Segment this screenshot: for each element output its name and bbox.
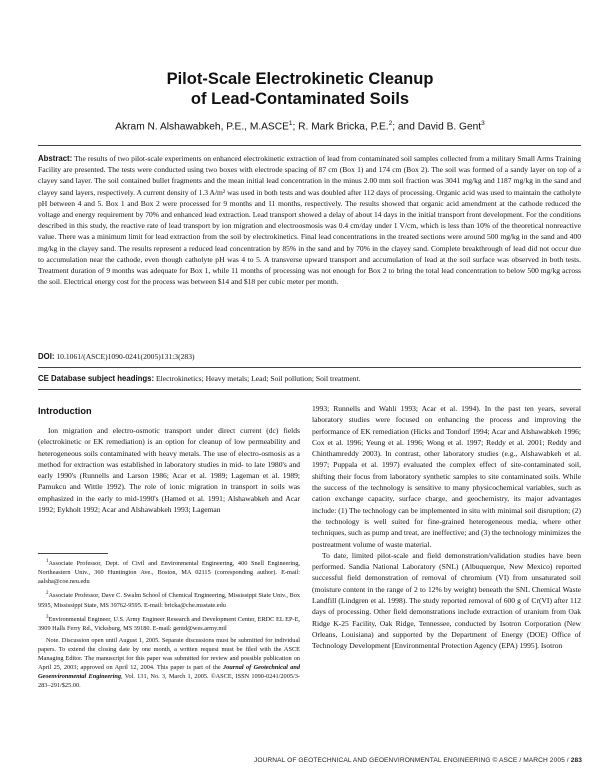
bottom-rule	[38, 389, 581, 390]
title-line-2: of Lead-Contaminated Soils	[190, 90, 410, 108]
author-1: Akram N. Alshawabkeh, P.E., M.ASCE	[115, 121, 289, 133]
footer-journal: JOURNAL OF GEOTECHNICAL AND GEOENVIRONMENTAL ENGINEERING © ASCE / MARCH 2005 /	[253, 757, 571, 764]
page-number: 283	[570, 757, 582, 764]
abstract-text: The results of two pilot-scale experiments on enhanced electrokinetic extraction of lead from contaminated soil samples collected from a military Small Arms Training Facility are presented. The tests were conducted using two boxes with electrode spacing of 87 cm (Box 1) and 174 cm (Box 2). The soil was formed of a sandy layer on top of a clayey sand layer. The soil contained bullet fragments and the mean initial lead concentration in the minus 2.00 mm soil fraction was 3041 mg/kg and 1187 mg/kg in the sand and clayey sand layers, respectively. A current density of 1.3 A/m² was used in both tests and was doubled after 112 days of processing. Organic acid was used to maintain the catholyte pH between 4 and 5. Box 1 and Box 2 were processed for 9 months and 11 months, respectively. The results showed that organic acid amendment at the cathode reduced the voltage and energy requirement by 70% and enhanced lead extraction. Lead transport showed a delay of about 14 days in the initial transport front development. For the conditions described in this study, the reactive rate of lead transport by ion migration and electroosmosis was 0.4 cm/day under 1 V/cm, which is less than 10% of the theoretical nonreactive value. There was a minimum limit for lead extraction from the soil by electrokinetics. Final lead concentrations in the treated sections were around 500 mg/kg in the sand and 400 mg/kg in the clayey sand. The results represent a reduced lead concentration by 85% in the sand and by 70% in the clayey sand. Complete breakthrough of lead did not occur due to accumulation near the cathode, even though catholyte pH was 4 to 5. A transverse upward transport and accumulation of lead at the soil surface was observed in both tests. Treatment duration of 9 months was adequate for Box 1, while 11 months of processing was not enough for Box 2 to bring the total lead concentration to below 500 mg/kg across the soil. Electrical energy cost for the process was between $14 and $18 per cubic meter per month.	[38, 154, 581, 287]
section-heading-introduction: Introduction	[38, 406, 92, 416]
intro-paragraph-1: Ion migration and electro-osmotic transport under direct current (dc) fields (electrokinetic or EK remediation) is an option for cleanup of low permeability and heterogeneous soils contaminated with heavy metals. The use of electro-osmosis as a method for extraction was established in laboratory studies in mid- to late 1980's and early 1990's (Runnells and Larson 1986; Acar et al. 1989; Lageman et al. 1989; Pamukcu and Wittle 1992). The role of ionic migration in transport in soils was emphasized in the early to mid-1990's (Hamed et al. 1991; Alshawabkeh and Acar 1992; Eykholt 1992; Acar and Alshawabkeh 1993; Lageman	[38, 426, 300, 515]
doi-line	[38, 352, 195, 361]
subject-headings	[38, 374, 361, 383]
intro-paragraph-2: To date, limited pilot-scale and field demonstration/validation studies have been performed. Sandia National Laboratory (SNL) (Albuquerque, New Mexico) reported successful field demonstration of removal of chromium (VI) from unsaturated soil (moisture content in the range of 2 to 12% by weight) beneath the SNL Chemical Waste Landfill (Lindgren et al. 1998). The study reported removal of 600 g of Cr(VI) after 112 days of processing. Other field demonstrations include extraction of uranium from Oak Ridge K-25 Facility, Oak Ridge, Tennessee, conducted by Isotron Corporation (New Orleans, Louisiana) and supported by the Department of Energy (DOE) Office of Technology Development [Environmental Protection Agency (EPA) 1995]. Isotron	[312, 550, 581, 651]
footnote-2: $^2$Associate Professor, Dave C. Swalm School of Chemical Engineering, Mississippi State Univ., Box 9595, Mississippi State, MS 39762-9595. E-mail: bricka@che.msstate.edu	[38, 591, 300, 609]
right-column-text	[312, 403, 581, 652]
author-2-mark: 2	[388, 120, 393, 127]
author-3: ; and David B. Gent	[392, 121, 482, 133]
paper-title	[0, 69, 600, 109]
top-rule	[38, 145, 581, 146]
author-3-mark: 3	[481, 120, 485, 127]
footnote-1: $^1$Associate Professor, Dept. of Civil and Environmental Engineering, 400 Snell Engineering, Northeastern Univ., 360 Huntington Ave., Boston, MA 02115 (corresponding author). E-mail: aalsha@coe.neu.edu	[38, 559, 300, 586]
discussion-note: Note. Discussion open until August 1, 2005. Separate discussions must be submitted for individual papers. To extend the closing date by one month, a written request must be filed with the ASCE Managing Editor. The manuscript for this paper was submitted for review and possible publication on April 25, 2003; approved on April 12, 2004. This paper is part of the Journal of Geotechnical and Geoenvironmental Engineering, Vol. 131, No. 3, March 1, 2005. ©ASCE, ISSN 1090-0241/2005/3-283–291/$25.00.	[38, 636, 300, 690]
page-footer	[180, 757, 582, 764]
subject-headings-label: CE Database subject headings:	[38, 374, 155, 383]
author-2: ; R. Mark Bricka, P.E.	[292, 121, 389, 133]
footnote-rule	[38, 553, 108, 554]
title-line-1: Pilot-Scale Electrokinetic Cleanup	[166, 70, 434, 88]
journal-name: Journal of Geotechnical and Geoenvironmental Engineering	[38, 664, 300, 681]
footnote-3: $^3$Environmental Engineer, U.S. Army Engineer Research and Development Center, ERDC EL EP-E, 3909 Halls Ferry Rd., Vicksburg, MS 39180. E-mail: gentd@wes.army.mil	[38, 614, 300, 632]
abstract	[38, 153, 581, 287]
footnote-3-mark: 3	[46, 614, 49, 620]
doi-label: DOI:	[38, 352, 55, 361]
left-column-text	[38, 425, 300, 515]
author-line	[0, 120, 600, 132]
doi-value: 10.1061/(ASCE)1090-0241(2005)131:3(283)	[56, 352, 195, 361]
intro-paragraph-continued: 1993; Runnells and Wahli 1993; Acar et al. 1994). In the past ten years, several laboratory studies were focused on enhancing the process and improving the performance of EK remediation (Hicks and Tondorf 1994; Acar and Alshawabkeh 1996; Cox et al. 1996; Yeung et al. 1996; Wong et al. 1997; Reddy et al. 2001; Reddy and Chinthamreddy 2003). In contrast, other laboratory studies (e.g., Alshawabkeh et al. 1997; Puppala et al. 1997) evaluated the complex effect of site-contaminated soil, shifting their focus from laboratory synthetic samples to site contaminated soils. While the success of the technology is sensitive to many physicochemical variables, such as cation exchange capacity, surface charge, and geochemistry, its major advantages include: (1) The technology can be implemented in situ with minimal soil disruption; (2) the technology is well suited for fine-grained heterogeneous media, where other techniques, such as pump and treat, are ineffective; and (3) the technology minimizes the postreatment volume of waste material.	[312, 404, 581, 549]
footnotes	[38, 557, 300, 694]
footnote-2-mark: 2	[46, 591, 49, 597]
footnote-1-mark: 1	[46, 559, 49, 564]
author-1-mark: 1	[288, 120, 293, 127]
abstract-label: Abstract:	[38, 154, 73, 163]
middle-rule	[38, 367, 581, 368]
subject-headings-value: Electrokinetics; Heavy metals; Lead; Soil pollution; Soil treatment.	[156, 374, 361, 383]
